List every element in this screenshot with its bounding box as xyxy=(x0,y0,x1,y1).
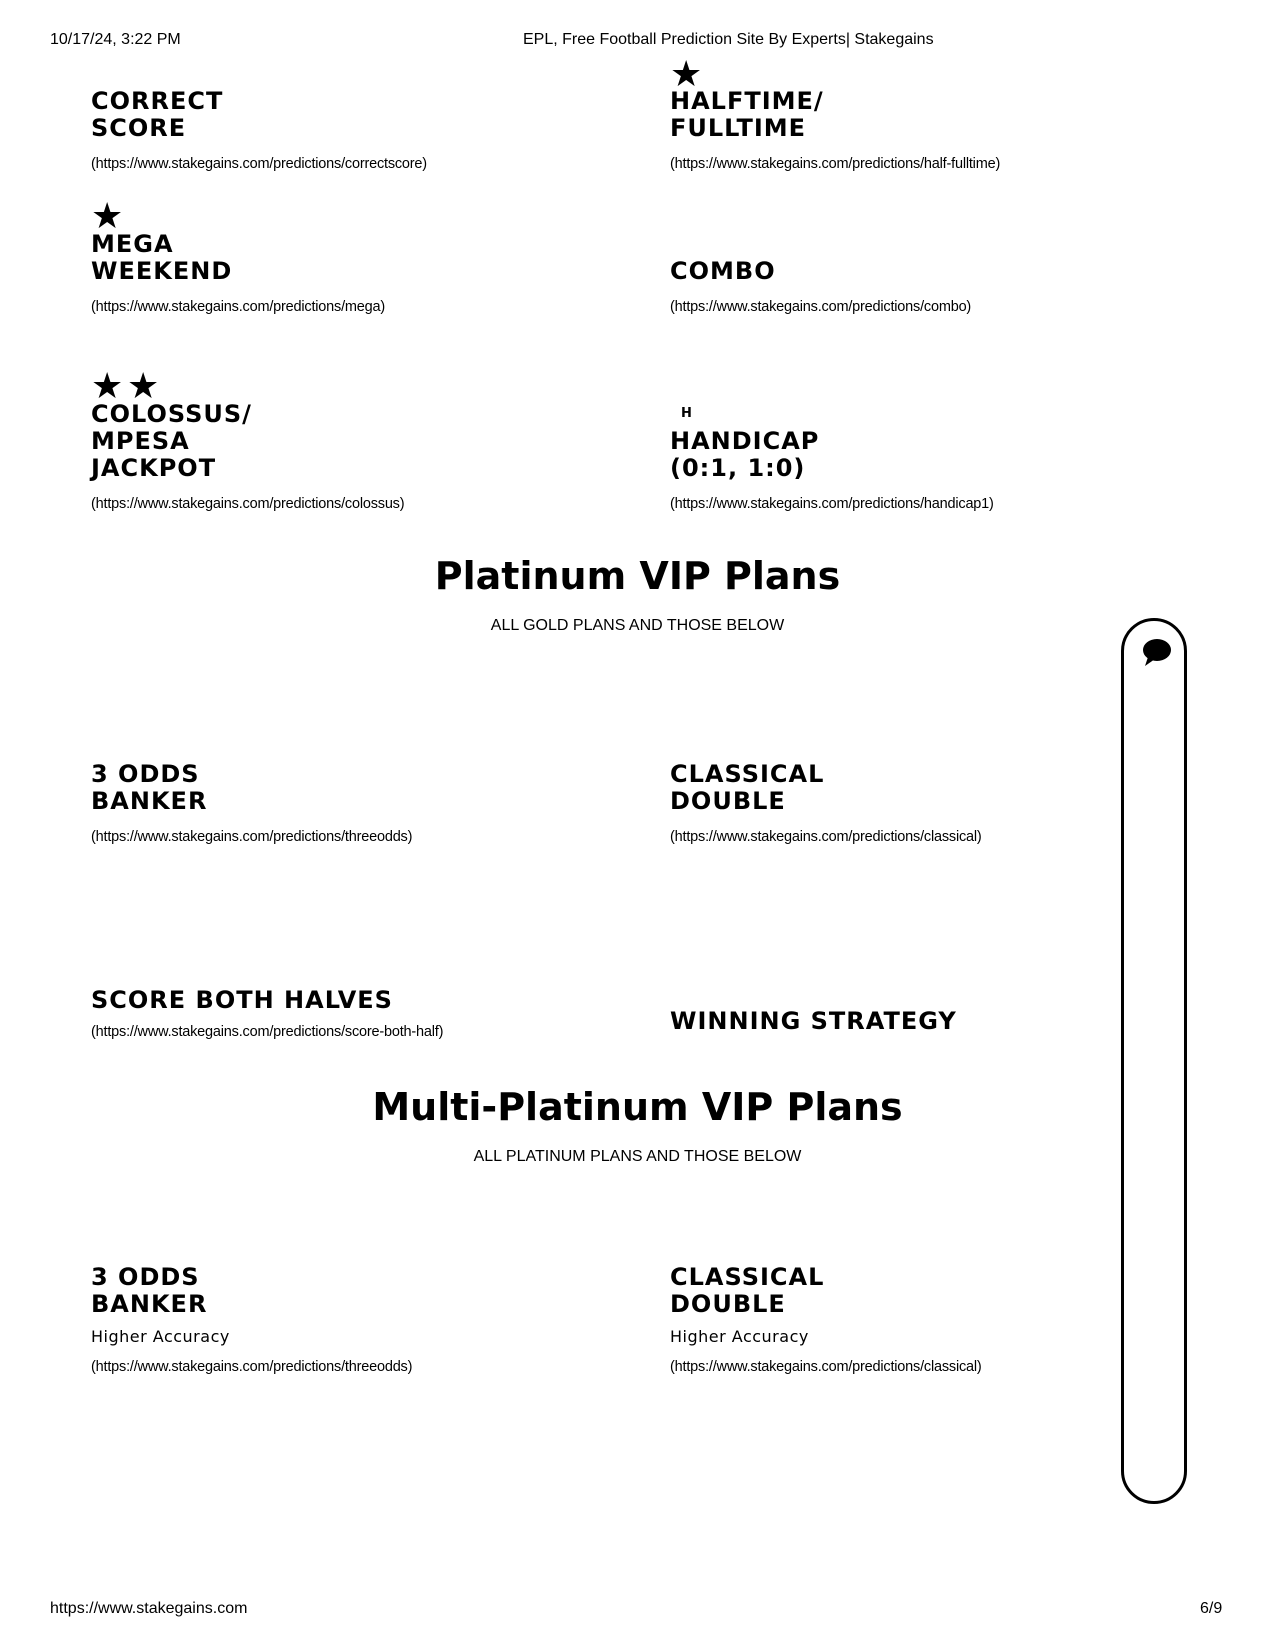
plan-card-winning-strategy[interactable] xyxy=(670,1008,957,1035)
plan-title[interactable]: 3 ODDS BANKER xyxy=(91,1263,208,1318)
plan-title[interactable]: WINNING STRATEGY xyxy=(670,1007,957,1035)
plan-link[interactable]: (https://www.stakegains.com/predictions/half-fulltime) xyxy=(670,156,1001,172)
plan-title[interactable]: COLOSSUS/ MPESA JACKPOT xyxy=(91,400,252,482)
chat-widget[interactable] xyxy=(1121,618,1187,1504)
plan-card-classical-double-multi[interactable] xyxy=(670,1264,982,1375)
plan-link[interactable]: (https://www.stakegains.com/predictions/colossus) xyxy=(91,496,405,512)
plan-card-three-odds-multi[interactable] xyxy=(91,1264,412,1375)
plan-card-colossus[interactable] xyxy=(91,401,404,512)
star-icon: ★ xyxy=(127,365,160,406)
plan-subtitle: Higher Accuracy xyxy=(670,1327,809,1346)
plan-link[interactable]: (https://www.stakegains.com/predictions/combo) xyxy=(670,299,972,315)
plan-link[interactable]: (https://www.stakegains.com/predictions/classical) xyxy=(670,1359,982,1375)
chat-bubble-icon[interactable] xyxy=(1141,637,1173,667)
plan-title[interactable]: CLASSICAL DOUBLE xyxy=(670,760,825,815)
plan-title[interactable]: SCORE BOTH HALVES xyxy=(91,986,393,1014)
section-subheading-platinum: ALL GOLD PLANS AND THOSE BELOW xyxy=(490,617,785,634)
plan-card-correct-score[interactable] xyxy=(91,88,427,172)
plan-title[interactable]: MEGA WEEKEND xyxy=(91,230,233,285)
plan-card-score-both-halves[interactable] xyxy=(91,987,443,1040)
handicap-badge: H xyxy=(681,406,692,421)
print-footer-page: 6/9 xyxy=(1200,1600,1223,1617)
plan-card-combo[interactable] xyxy=(670,258,971,315)
plan-title[interactable]: 3 ODDS BANKER xyxy=(91,760,208,815)
section-heading-platinum: Platinum VIP Plans xyxy=(434,554,841,598)
section-subheading-multi-platinum: ALL PLATINUM PLANS AND THOSE BELOW xyxy=(473,1148,802,1165)
plan-link[interactable]: (https://www.stakegains.com/predictions/classical) xyxy=(670,829,982,845)
section-heading-multi-platinum: Multi-Platinum VIP Plans xyxy=(372,1085,903,1129)
plan-title[interactable]: CORRECT SCORE xyxy=(91,87,224,142)
print-footer-url: https://www.stakegains.com xyxy=(50,1600,248,1617)
plan-link[interactable]: (https://www.stakegains.com/predictions/threeodds) xyxy=(91,1359,413,1375)
plan-card-halftime-fulltime[interactable] xyxy=(670,88,1000,172)
plan-card-mega-weekend[interactable] xyxy=(91,231,385,315)
star-icon: ★ xyxy=(91,365,124,406)
plan-link[interactable]: (https://www.stakegains.com/predictions/handicap1) xyxy=(670,496,994,512)
star-icon: ★ xyxy=(91,195,124,236)
plan-link[interactable]: (https://www.stakegains.com/predictions/correctscore) xyxy=(91,156,427,172)
plan-title[interactable]: COMBO xyxy=(670,257,776,285)
plan-title[interactable]: HANDICAP (0:1, 1:0) xyxy=(670,427,820,482)
star-icon: ★ xyxy=(670,53,703,94)
plan-link[interactable]: (https://www.stakegains.com/predictions/threeodds) xyxy=(91,829,413,845)
plan-card-three-odds[interactable] xyxy=(91,761,412,845)
plan-link[interactable]: (https://www.stakegains.com/predictions/score-both-half) xyxy=(91,1024,444,1040)
print-datetime: 10/17/24, 3:22 PM xyxy=(50,31,181,48)
plan-title[interactable]: HALFTIME/ FULLTIME xyxy=(670,87,824,142)
plan-title[interactable]: CLASSICAL DOUBLE xyxy=(670,1263,825,1318)
print-page-title: EPL, Free Football Prediction Site By Experts| Stakegains xyxy=(523,31,934,48)
plan-card-handicap[interactable] xyxy=(670,428,994,512)
plan-link[interactable]: (https://www.stakegains.com/predictions/mega) xyxy=(91,299,386,315)
plan-subtitle: Higher Accuracy xyxy=(91,1327,230,1346)
plan-card-classical-double[interactable] xyxy=(670,761,982,845)
